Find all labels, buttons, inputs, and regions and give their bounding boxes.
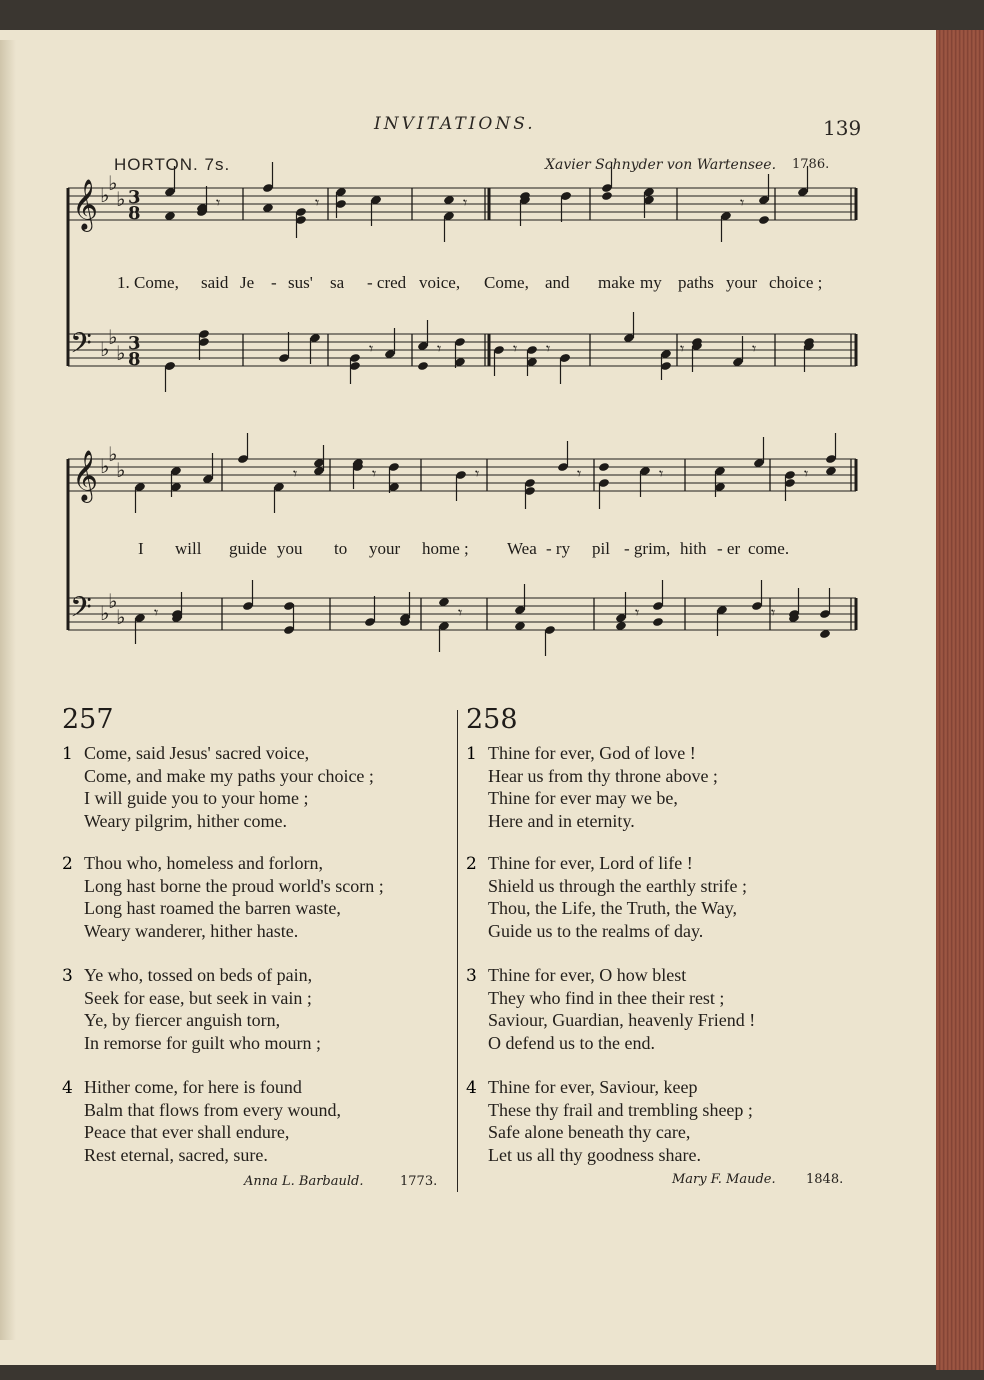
flat-sign: ♭ <box>100 337 110 361</box>
time-signature-top: 3 <box>128 333 141 354</box>
eighth-rest: 𝄾 <box>315 193 320 212</box>
flat-sign: ♭ <box>108 442 118 466</box>
verse-line: Come, and make my paths your choice ; <box>84 765 374 786</box>
verse <box>488 742 718 832</box>
note-head <box>417 361 429 371</box>
lyric-syllable: voice, <box>419 273 461 292</box>
lyric-syllable: Wea <box>507 539 537 558</box>
note-head <box>601 191 613 201</box>
lyric-syllable: will <box>175 539 202 558</box>
eighth-rest: 𝄾 <box>513 339 518 358</box>
verse-line: Thine for ever, God of love ! <box>488 743 696 763</box>
verse-line: Weary wanderer, hither haste. <box>84 920 299 941</box>
lyric-syllable: sus' <box>288 273 313 292</box>
lyric-syllable: Je <box>240 273 255 292</box>
eighth-rest: 𝄾 <box>577 464 582 483</box>
verse-line: Let us all thy goodness share. <box>488 1144 701 1165</box>
page-number: 139 <box>823 116 862 140</box>
verse-line: Ye who, tossed on beds of pain, <box>84 965 313 985</box>
attribution-year-257: 1773. <box>400 1174 438 1189</box>
eighth-rest: 𝄾 <box>740 193 745 212</box>
hymn-number-257: 257 <box>62 704 114 735</box>
eighth-rest: 𝄾 <box>752 339 757 358</box>
composer-year: 1786. <box>792 157 830 172</box>
verse-line: O defend us to the end. <box>488 1032 655 1053</box>
flat-sign: ♭ <box>100 454 110 478</box>
eighth-rest: 𝄾 <box>659 464 664 483</box>
treble-clef: 𝄞 <box>72 450 99 501</box>
eighth-rest: 𝄾 <box>369 339 374 358</box>
verse-line: Thine for ever, O how blest <box>488 965 687 985</box>
attribution-year-258: 1848. <box>806 1172 844 1187</box>
lyric-syllable: your <box>726 273 758 292</box>
treble-clef: 𝄞 <box>72 179 99 230</box>
flat-sign: ♭ <box>100 183 110 207</box>
tune-name: HORTON. 7s. <box>114 155 231 174</box>
flat-sign: ♭ <box>108 171 118 195</box>
verse-line: Shield us through the earthly strife ; <box>488 875 747 896</box>
verse-line: Thou who, homeless and forlorn, <box>84 853 323 873</box>
flat-sign: ♭ <box>116 605 126 629</box>
verse-line: Come, said Jesus' sacred voice, <box>84 743 310 763</box>
verse <box>84 852 384 942</box>
lyric-syllable: I <box>138 539 144 558</box>
hymn-number-258: 258 <box>466 704 518 735</box>
verse-line: Here and in eternity. <box>488 810 635 831</box>
column-divider <box>457 710 458 1192</box>
verse <box>84 1076 341 1166</box>
lyric-syllable: my <box>640 273 662 292</box>
time-signature-bottom: 8 <box>128 349 141 370</box>
verse-line: Peace that ever shall endure, <box>84 1122 290 1142</box>
lyric-syllable: guide <box>229 539 267 558</box>
attribution-258: Mary F. Maude. <box>672 1172 776 1187</box>
lyric-syllable: you <box>277 539 303 558</box>
lyric-syllable: said <box>201 273 229 292</box>
verse-line: Ye, by fiercer anguish torn, <box>84 1010 281 1030</box>
eighth-rest: 𝄾 <box>463 193 468 212</box>
lyric-syllable: your <box>369 539 401 558</box>
verse-number: 3 <box>466 966 477 986</box>
lyric-syllable: - cred <box>367 273 407 292</box>
bass-clef: 𝄢 <box>70 327 92 367</box>
verse-number: 4 <box>466 1078 477 1098</box>
composer: Xavier Schnyder von Wartensee. <box>545 157 777 173</box>
time-signature-bottom: 8 <box>128 203 141 224</box>
verse-line: Long hast roamed the barren waste, <box>84 898 341 918</box>
lyric-syllable: make <box>598 273 635 292</box>
verse-line: Safe alone beneath thy care, <box>488 1122 691 1142</box>
eighth-rest: 𝄾 <box>293 464 298 483</box>
verse <box>84 742 374 832</box>
verse-number: 2 <box>466 854 477 874</box>
lyric-syllable: 1. Come, <box>117 273 179 292</box>
section-title: INVITATIONS. <box>374 114 536 134</box>
lyric-syllable: and <box>545 273 570 292</box>
lyric-syllable: to <box>334 539 348 558</box>
eighth-rest: 𝄾 <box>458 603 463 622</box>
verse-line: Seek for ease, but seek in vain ; <box>84 987 312 1008</box>
flat-sign: ♭ <box>108 589 118 613</box>
verse-line: Saviour, Guardian, heavenly Friend ! <box>488 1010 756 1030</box>
flat-sign: ♭ <box>100 601 110 625</box>
verse-number: 2 <box>62 854 73 874</box>
eighth-rest: 𝄾 <box>546 339 551 358</box>
verse-number: 1 <box>466 744 477 764</box>
lyric-syllable: - er <box>717 539 741 558</box>
lyric-syllable: paths <box>678 273 714 292</box>
verse-line: Thine for ever, Saviour, keep <box>488 1077 698 1097</box>
eighth-rest: 𝄾 <box>437 339 442 358</box>
verse-line: Thine for ever may we be, <box>488 788 678 808</box>
lyric-syllable: choice ; <box>769 273 823 292</box>
verse-number: 1 <box>62 744 73 764</box>
eighth-rest: 𝄾 <box>635 603 640 622</box>
attribution-257: Anna L. Barbauld. <box>244 1174 364 1189</box>
flat-sign: ♭ <box>116 458 126 482</box>
note-head <box>598 462 610 472</box>
verse <box>488 852 747 942</box>
eighth-rest: 𝄾 <box>475 464 480 483</box>
eighth-rest: 𝄾 <box>216 193 221 212</box>
flat-sign: ♭ <box>108 325 118 349</box>
lyric-syllable: - grim, <box>624 539 671 558</box>
verse-line: Long hast borne the proud world's scorn ; <box>84 875 384 896</box>
verse-number: 3 <box>62 966 73 986</box>
eighth-rest: 𝄾 <box>372 464 377 483</box>
flat-sign: ♭ <box>116 187 126 211</box>
note-head <box>758 215 770 225</box>
verse-line: Thou, the Life, the Truth, the Way, <box>488 898 738 918</box>
lyric-syllable: come. <box>748 539 790 558</box>
verse <box>488 964 755 1054</box>
time-signature-top: 3 <box>128 187 141 208</box>
lyric-syllable: - ry <box>546 539 571 558</box>
verse-line: They who find in thee their rest ; <box>488 987 725 1008</box>
lyric-syllable: Come, <box>484 273 529 292</box>
verse-line: Balm that flows from every wound, <box>84 1099 341 1120</box>
verse-line: Thine for ever, Lord of life ! <box>488 853 693 873</box>
lyric-syllable: hith <box>680 539 707 558</box>
verse-line: Rest eternal, sacred, sure. <box>84 1144 268 1165</box>
flat-sign: ♭ <box>116 341 126 365</box>
eighth-rest: 𝄾 <box>771 603 776 622</box>
verse <box>488 1076 753 1166</box>
verse-line: In remorse for guilt who mourn ; <box>84 1032 321 1053</box>
lyric-syllable: pil <box>592 539 610 558</box>
lyric-syllable: sa <box>330 273 345 292</box>
verse-line: Hither come, for here is found <box>84 1077 302 1097</box>
verse-line: These thy frail and trembling sheep ; <box>488 1099 753 1120</box>
verse-line: Guide us to the realms of day. <box>488 920 704 941</box>
eighth-rest: 𝄾 <box>804 464 809 483</box>
lyric-syllable: - <box>271 273 277 292</box>
verse-line: I will guide you to your home ; <box>84 788 309 808</box>
verse-line: Weary pilgrim, hither come. <box>84 810 287 831</box>
lyric-syllable: home ; <box>422 539 469 558</box>
verse-line: Hear us from thy throne above ; <box>488 765 718 786</box>
verse <box>84 964 321 1054</box>
verse-number: 4 <box>62 1078 73 1098</box>
note-head <box>652 617 664 627</box>
bass-clef: 𝄢 <box>70 591 92 631</box>
eighth-rest: 𝄾 <box>154 603 159 622</box>
eighth-rest: 𝄾 <box>680 339 685 358</box>
